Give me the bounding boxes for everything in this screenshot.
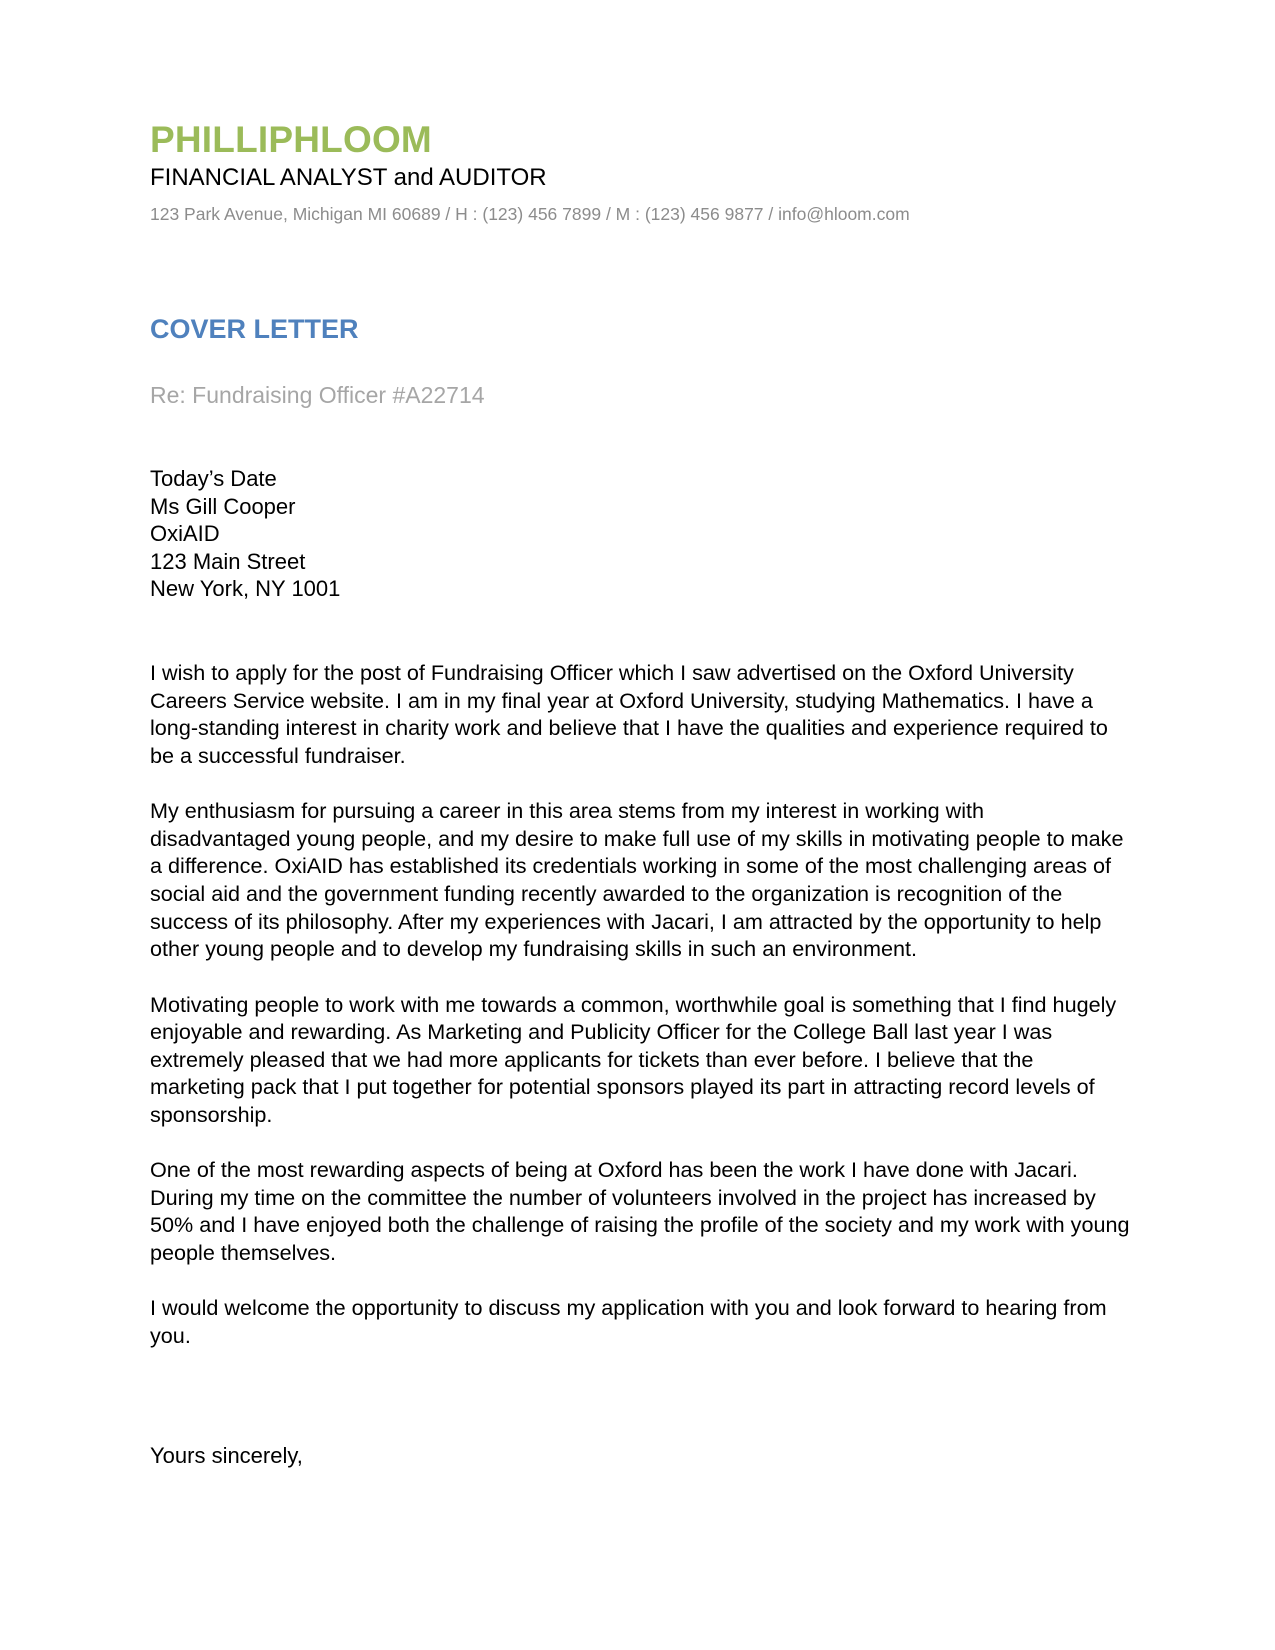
applicant-name: PHILLIPHLOOM [150, 119, 432, 160]
closing-salutation: Yours sincerely, [150, 1443, 303, 1468]
letter-body [150, 659, 1130, 1377]
body-paragraph: One of the most rewarding aspects of being at Oxford has been the work I have done with Jacari. During my time on the committee the number of volunteers involved in the project has increased by 50% and I have enjoyed both the challenge of raising the profile of the society and my work with young people themselves. [150, 1157, 1130, 1266]
recipient-street: 123 Main Street [150, 548, 306, 574]
recipient-address [150, 465, 340, 603]
body-paragraph: Motivating people to work with me towards a common, worthwhile goal is something that I find hugely enjoyable and rewarding. As Marketing and Publicity Officer for the College Ball last year I was extremely pleased that we had more applicants for tickets than ever before. I believe that the marketing pack that I put together for potential sponsors played its part in attracting record levels of sponsorship. [150, 991, 1117, 1127]
contact-line: 123 Park Avenue, Michigan MI 60689 / H : (123) 456 7899 / M : (123) 456 9877 / info@hloom.com [150, 204, 910, 224]
cover-letter-page [150, 0, 1130, 1650]
applicant-title: FINANCIAL ANALYST and AUDITOR [150, 164, 547, 191]
body-paragraph: My enthusiasm for pursuing a career in this area stems from my interest in working with disadvantaged young people, and my desire to make full use of my skills in motivating people to make a difference. OxiAID has established its credentials working in some of the most challenging areas of social aid and the government funding recently awarded to the organization is recognition of the success of its philosophy. After my experiences with Jacari, I am attracted by the opportunity to help other young people and to develop my fundraising skills in such an environment. [150, 798, 1124, 962]
body-paragraph: I would welcome the opportunity to discuss my application with you and look forward to hearing from you. [150, 1295, 1107, 1349]
letter-date: Today’s Date [150, 466, 277, 491]
body-paragraph: I wish to apply for the post of Fundraising Officer which I saw advertised on the Oxford University Careers Service website. I am in my final year at Oxford University, studying Mathematics. I have a long-standing interest in charity work and believe that I have the qualities and experience required to be a successful fundraiser. [150, 660, 1108, 768]
recipient-city: New York, NY 1001 [150, 576, 341, 602]
reference-line: Re: Fundraising Officer #A22714 [150, 382, 485, 408]
section-title: COVER LETTER [150, 314, 359, 344]
recipient-name: Ms Gill Cooper [150, 493, 296, 519]
recipient-company: OxiAID [150, 521, 220, 547]
